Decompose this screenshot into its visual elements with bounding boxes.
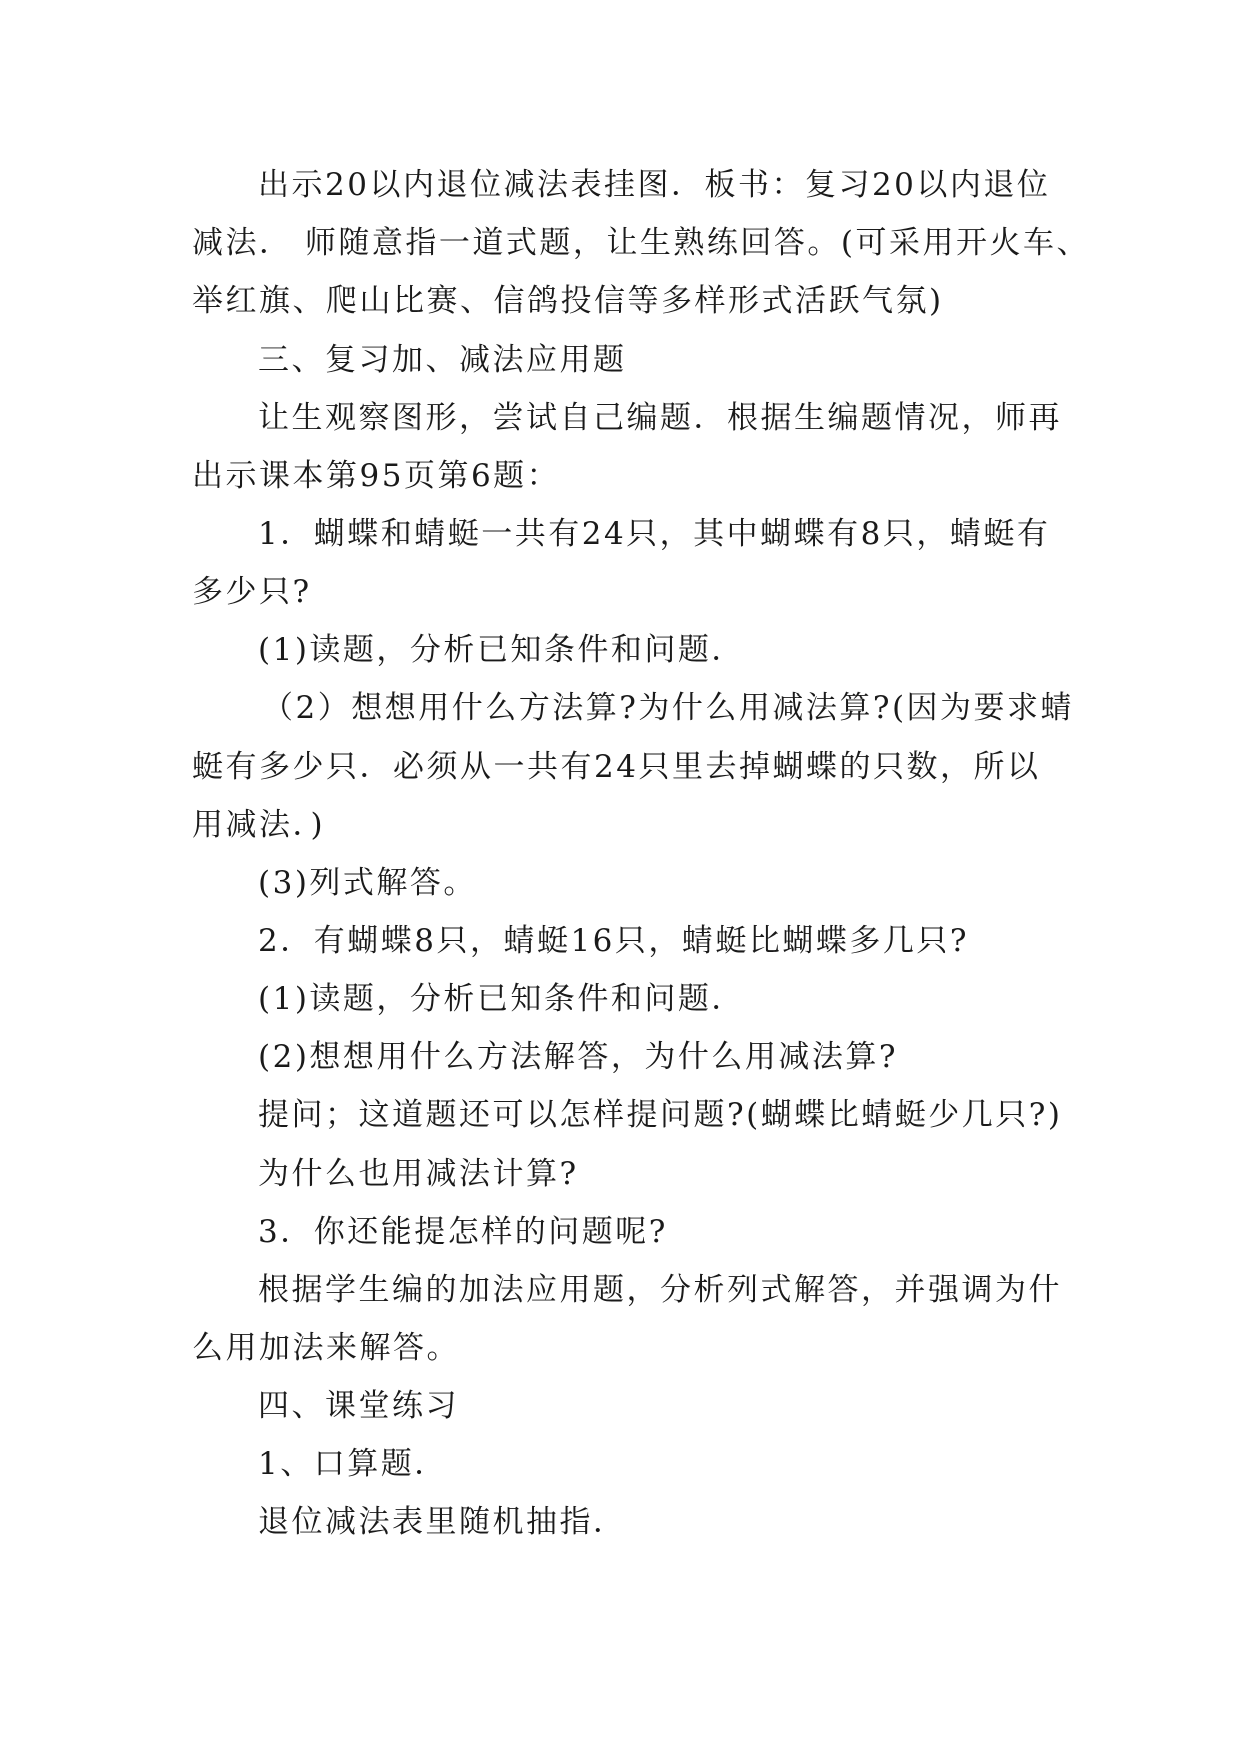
paragraph-line: 举红旗、爬山比赛、信鸽投信等多样形式活跃气氛) [192, 283, 944, 319]
section-heading: 三、复习加、减法应用题 [258, 342, 627, 378]
paragraph-line: 用减法．) [192, 807, 326, 843]
paragraph-line: (2)想想用什么方法解答，为什么用减法算? [258, 1039, 899, 1075]
paragraph-line: 根据学生编的加法应用题，分析列式解答，并强调为什 [258, 1272, 1062, 1308]
paragraph-line: 2．有蝴蝶8只，蜻蜓16只，蜻蜓比蝴蝶多几只? [258, 923, 970, 959]
paragraph-line: （2）想想用什么方法算?为什么用减法算?(因为要求蜻 [262, 690, 1075, 726]
paragraph-line: 3．你还能提怎样的问题呢? [258, 1214, 668, 1250]
paragraph-line: 让生观察图形，尝试自己编题．根据生编题情况，师再 [258, 400, 1062, 436]
paragraph-line: 1．蝴蝶和蜻蜓一共有24只，其中蝴蝶有8只，蜻蜓有 [258, 516, 1051, 552]
paragraph-line: 蜓有多少只．必须从一共有24只里去掉蝴蝶的只数，所以 [192, 749, 1041, 785]
paragraph-line: (1)读题，分析已知条件和问题． [258, 632, 745, 668]
paragraph-line: 出示课本第95页第6题： [192, 458, 561, 494]
section-heading: 四、课堂练习 [258, 1388, 459, 1424]
paragraph-line: 为什么也用减法计算? [258, 1156, 579, 1192]
paragraph-line: 减法． 师随意指一道式题，让生熟练回答。(可采用开火车、 [192, 225, 1090, 261]
paragraph-line: 提问；这道题还可以怎样提问题?(蝴蝶比蜻蜓少几只?) [258, 1097, 1063, 1133]
paragraph-line: 退位减法表里随机抽指． [258, 1504, 627, 1540]
paragraph-line: 出示20以内退位减法表挂图．板书：复习20以内退位 [258, 167, 1051, 203]
paragraph-line: 多少只? [192, 574, 312, 610]
paragraph-line: (3)列式解答。 [258, 865, 477, 901]
paragraph-line: 1、口算题． [258, 1446, 448, 1482]
paragraph-line: 么用加法来解答。 [192, 1330, 460, 1366]
paragraph-line: (1)读题，分析已知条件和问题． [258, 981, 745, 1017]
